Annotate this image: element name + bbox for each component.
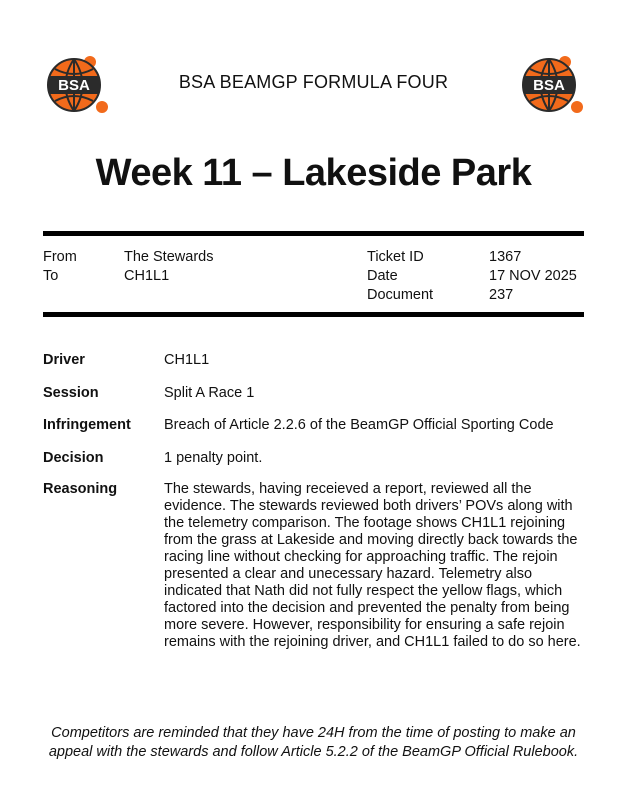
decision-value: 1 penalty point. <box>164 450 263 466</box>
from-label: From <box>43 249 77 265</box>
infringement-label: Infringement <box>43 417 131 433</box>
from-value: The Stewards <box>124 249 214 265</box>
to-label: To <box>43 268 59 284</box>
date-label: Date <box>367 268 398 284</box>
date-value: 17 NOV 2025 <box>489 268 577 284</box>
session-label: Session <box>43 385 99 401</box>
to-value: CH1L1 <box>124 268 170 284</box>
series-title: BSA BEAMGP FORMULA FOUR <box>178 72 449 92</box>
logo-text: BSA <box>533 77 565 94</box>
page-title: Week 11 – Lakeside Park <box>95 152 532 194</box>
document-label: Document <box>367 287 434 303</box>
session-value: Split A Race 1 <box>164 385 255 401</box>
driver-label: Driver <box>43 352 85 368</box>
infringement-value: Breach of Article 2.2.6 of the BeamGP Official Sporting Code <box>164 417 554 433</box>
ticket-id-label: Ticket ID <box>367 249 424 265</box>
document-value: 237 <box>489 287 514 303</box>
reasoning-label: Reasoning <box>43 481 118 497</box>
driver-value: CH1L1 <box>164 352 210 368</box>
logo-text: BSA <box>58 77 90 94</box>
ticket-id-value: 1367 <box>489 249 522 265</box>
reasoning-value: The stewards, having receieved a report, reviewed all the evidence. The stewards reviewed both drivers’ POVs along with the telemetry comparison. The footage shows CH1L1 rejoining from the grass at Lakeside and moving directly back towards the racing line without checking for approaching traffic. The rejoin presented a clear and unecessary hazard. Telemetry also indicated that Nath did not fully respect the yellow flags, which factored into the decision and prevented the penalty from being more severe. However, responsibility for ensuring a safe rejoin remains with the rejoining driver, and CH1L1 failed to do so here. <box>164 481 581 650</box>
appeal-notice: Competitors are reminded that they have 24H from the time of posting to make an appeal with the stewards and follow Article 5.2.2 of the BeamGP Official Rulebook. <box>48 725 579 760</box>
top-divider <box>43 231 584 236</box>
bottom-divider <box>43 312 584 317</box>
decision-label: Decision <box>43 450 104 466</box>
